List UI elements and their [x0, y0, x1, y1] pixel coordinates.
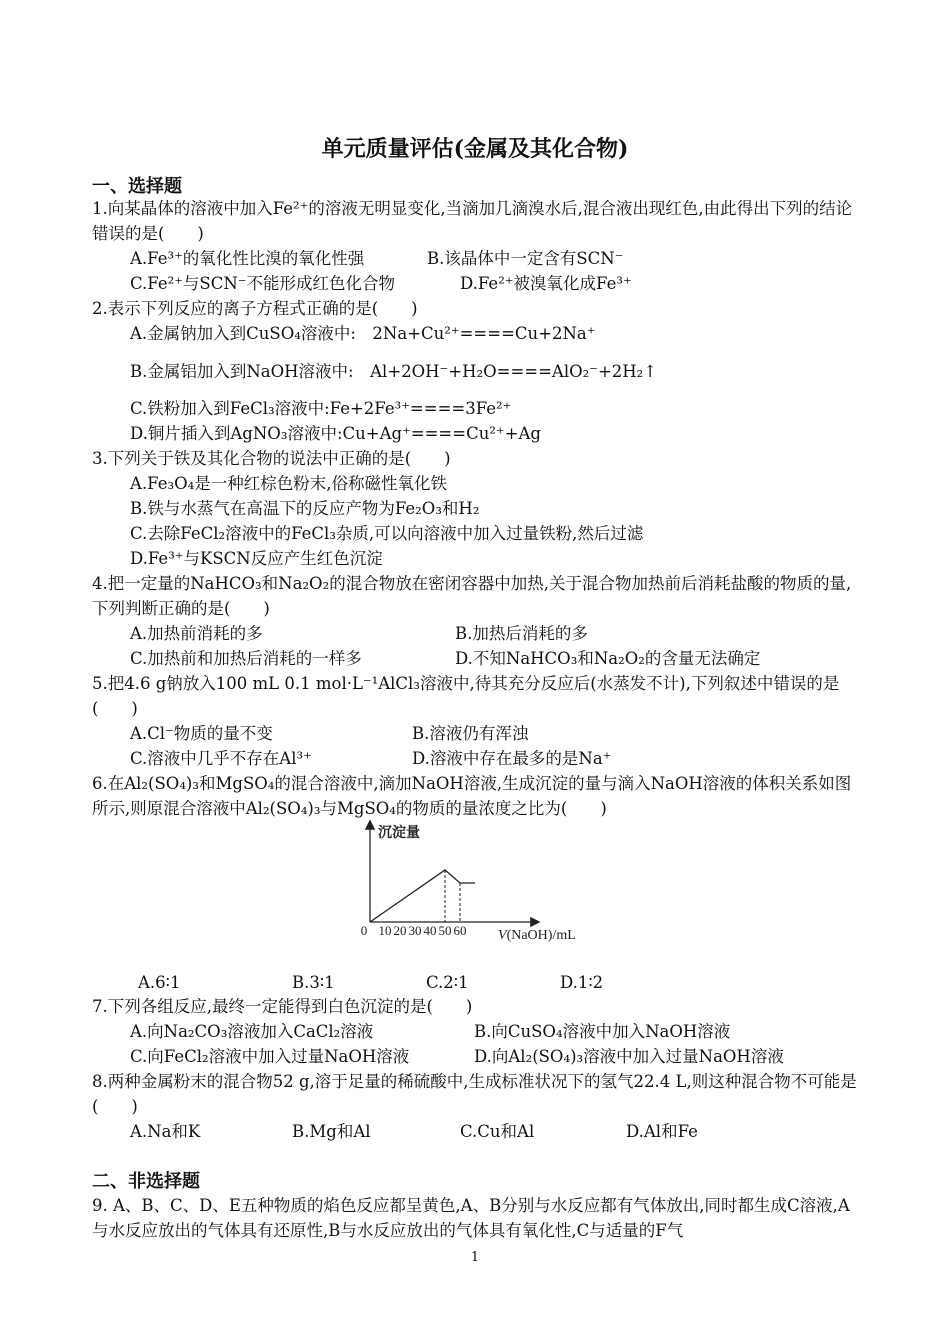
q1-option-c: C.Fe²⁺与SCN⁻不能形成红色化合物: [130, 274, 395, 293]
precipitate-curve: [370, 870, 475, 922]
q3-option-b: B.铁与水蒸气在高温下的反应产物为Fe₂O₃和H₂: [130, 499, 480, 518]
x-tick-label-60: 60: [453, 923, 467, 938]
q4-option-c: C.加热前和加热后消耗的一样多: [130, 649, 362, 668]
x-tick-label-30: 30: [408, 923, 422, 938]
question-2: 2.表示下列反应的离子方程式正确的是( ): [92, 299, 418, 318]
q6-option-c: C.2∶1: [426, 973, 469, 992]
q7-option-c: C.向FeCl₂溶液中加入过量NaOH溶液: [130, 1047, 410, 1066]
q4-option-a: A.加热前消耗的多: [130, 624, 263, 643]
y-axis-label: 沉淀量: [378, 826, 420, 841]
q1-option-a: A.Fe³⁺的氧化性比溴的氧化性强: [130, 249, 365, 268]
q6-option-b: B.3∶1: [292, 973, 335, 992]
q2-option-d: D.铜片插入到AgNO₃溶液中:Cu+Ag⁺====Cu²⁺+Ag: [130, 424, 541, 443]
q7-option-a: A.向Na₂CO₃溶液加入CaCl₂溶液: [130, 1022, 374, 1041]
question-4: 4.把一定量的NaHCO₃和Na₂O₂的混合物放在密闭容器中加热,关于混合物加热前后消耗盐酸的物质的量,下列判断正确的是( ): [92, 574, 852, 618]
x-tick-label-50: 50: [438, 923, 452, 938]
q3-option-a: A.Fe₃O₄是一种红棕色粉末,俗称磁性氧化铁: [130, 474, 447, 493]
q2-option-b: B.金属铝加入到NaOH溶液中: Al+2OH⁻+H₂O====AlO₂⁻+2H₂↑: [130, 362, 658, 381]
question-8: 8.两种金属粉末的混合物52 g,溶于足量的稀硫酸中,生成标准状况下的氢气22.4 L,则这种混合物不可能是( ): [92, 1072, 857, 1116]
precipitate-chart: [352, 818, 602, 950]
q5-option-a: A.Cl⁻物质的量不变: [130, 724, 273, 743]
q5-option-b: B.溶液仍有浑浊: [412, 724, 529, 743]
q8-option-c: C.Cu和Al: [460, 1122, 535, 1141]
x-tick-label-0: 0: [360, 923, 368, 938]
q8-option-b: B.Mg和Al: [292, 1122, 371, 1141]
question-9: 9. A、B、C、D、E五种物质的焰色反应都呈黄色,A、B分别与水反应都有气体放出,同时都生成C溶液,A与水反应放出的气体具有还原性,B与水反应放出的气体具有氧化性,C与适量的F气: [92, 1196, 850, 1240]
section-heading-nonchoice: 二、非选择题: [92, 1171, 200, 1192]
section-heading-choice: 一、选择题: [92, 176, 182, 197]
q1-option-d: D.Fe²⁺被溴氧化成Fe³⁺: [460, 274, 632, 293]
x-tick-label-20: 20: [393, 923, 407, 938]
q7-option-d: D.向Al₂(SO₄)₃溶液中加入过量NaOH溶液: [474, 1047, 784, 1066]
q7-option-b: B.向CuSO₄溶液中加入NaOH溶液: [474, 1022, 731, 1041]
x-tick-label-10: 10: [378, 923, 392, 938]
q4-option-d: D.不知NaHCO₃和Na₂O₂的含量无法确定: [455, 649, 761, 668]
question-5: 5.把4.6 g钠放入100 mL 0.1 mol·L⁻¹AlCl₃溶液中,待其充分反应后(水蒸发不计),下列叙述中错误的是( ): [92, 674, 840, 718]
q6-option-d: D.1∶2: [560, 973, 604, 992]
q3-option-d: D.Fe³⁺与KSCN反应产生红色沉淀: [130, 549, 383, 568]
q4-option-b: B.加热后消耗的多: [455, 624, 588, 643]
q5-option-c: C.溶液中几乎不存在Al³⁺: [130, 749, 312, 768]
question-6: 6.在Al₂(SO₄)₃和MgSO₄的混合溶液中,滴加NaOH溶液,生成沉淀的量与滴入NaOH溶液的体积关系如图所示,则原混合溶液中Al₂(SO₄)₃与MgSO₄的物质的量浓度之比为( ): [92, 774, 852, 818]
question-3: 3.下列关于铁及其化合物的说法中正确的是( ): [92, 449, 451, 468]
x-axis-label: V(NaOH)/mL: [498, 928, 576, 943]
question-7: 7.下列各组反应,最终一定能得到白色沉淀的是( ): [92, 997, 473, 1016]
q2-option-a: A.金属钠加入到CuSO₄溶液中: 2Na+Cu²⁺====Cu+2Na⁺: [130, 324, 596, 343]
page-title: 单元质量评估(金属及其化合物): [321, 136, 629, 162]
q6-option-a: A.6∶1: [138, 973, 181, 992]
x-tick-label-40: 40: [423, 923, 437, 938]
q3-option-c: C.去除FeCl₂溶液中的FeCl₃杂质,可以向溶液中加入过量铁粉,然后过滤: [130, 524, 644, 543]
q2-option-c: C.铁粉加入到FeCl₃溶液中:Fe+2Fe³⁺====3Fe²⁺: [130, 399, 512, 418]
q8-option-a: A.Na和K: [130, 1122, 201, 1141]
q1-option-b: B.该晶体中一定含有SCN⁻: [427, 249, 624, 268]
q8-option-d: D.Al和Fe: [626, 1122, 698, 1141]
question-1: 1.向某晶体的溶液中加入Fe²⁺的溶液无明显变化,当滴加几滴溴水后,混合液出现红色,由此得出下列的结论错误的是( ): [92, 199, 853, 243]
page-number: 1: [470, 1250, 480, 1265]
q5-option-d: D.溶液中存在最多的是Na⁺: [412, 749, 612, 768]
